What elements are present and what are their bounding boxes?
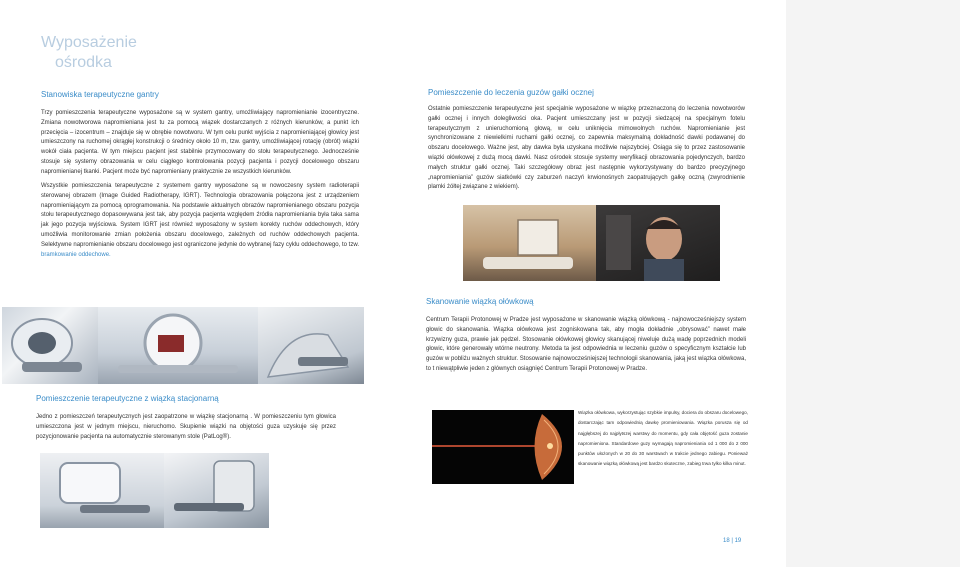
eye-room-photo xyxy=(463,205,596,281)
stationary-room-photo-1 xyxy=(40,453,164,528)
stationary-room-photo-2 xyxy=(164,453,269,528)
eye-treatment-heading: Pomieszczenie do leczenia guzów gałki ocznej xyxy=(428,88,594,97)
gantry-room-photo-2 xyxy=(98,307,258,384)
pencil-beam-photo xyxy=(432,410,574,484)
pencil-beam-heading: Skanowanie wiązką ołówkową xyxy=(426,297,534,306)
page-title-line2: ośrodka xyxy=(55,54,112,71)
gantry-room-photo-1 xyxy=(2,307,98,384)
page-title-line1: Wyposażenie xyxy=(41,34,137,51)
gantry-paragraph-2: Wszystkie pomieszczenia terapeutyczne z systemem gantry wyposażone są w nowoczesny system radioterapii sterowanej obrazem (Image Guided Radiotherapy, IGRT). Technologia obrazowania połączona jest z urządzeniem napromieniającym za pomocą oprogramowania. Na podstawie aktualnych obrazów napromienianego obszaru pozycja stołu terapeutycznego dopasowywana jest tak, aby pozycja pacjenta względem źródła napromieniania była taka sama jak jego pozycja wyjściowa. System IGRT jest również wyposażony w system korekty ruchów oddechowych, który umożliwia monitorowanie zmian położenia obszaru docelowego, zależnych od ruchów oddechowych pacjenta. Selektywne napromienianie obszaru docelowego jest ograniczone jedynie do wybranej fazy cyklu oddechowego, to tzw. bramkowanie oddechowe. xyxy=(41,183,359,258)
stationary-beam-paragraph: Jedno z pomieszczeń terapeutycznych jest zaopatrzone w wiązkę stacjonarną . W pomieszczeniu tym głowica umieszczona jest w jednym miejscu, nieruchomo. Skupienie wiązki na objętości guza uzyskuje się przez pozycjonowanie pacjenta na automatycznie sterowanym stole (PatLog®). xyxy=(36,414,336,440)
stationary-beam-heading: Pomieszczenie terapeutyczne z wiązką stacjonarną xyxy=(36,394,219,403)
respiratory-gating-link[interactable]: bramkowanie oddechowe. xyxy=(41,251,111,258)
eye-patient-photo xyxy=(596,205,720,281)
page-gutter xyxy=(786,0,960,567)
pencil-beam-paragraph: Centrum Terapii Protonowej w Pradze jest wyposażone w skanowanie wiązką ołówkową - najnowocześniejszy system głowic do skanowania. Wiązka ołówkowa jest zogniskowana tak, aby mogła dokładnie „obrysować” nawet małe krzywizny guza, prawie jak pędzel. Stosowanie ołówkowej głowicy skanującej niweluje dużą wadę poprzednich modeli głowic, które generowały wtórne neutrony. Metoda ta jest odpowiednia w leczeniu guzów o specyficznym kształcie lub guzów w pobliżu ważnych struktur. Stosowanie najnowocześniejszej technologii skanowania, jaką jest wiązka ołówkowa, to t niewątpliwie jeden z głównych osiągnięć Centrum Terapii Protonowej w Pradze. xyxy=(426,317,746,372)
pencil-beam-caption: Wiązka ołówkowa, wykorzystując szybkie impulsy, dociera do obszaru docelowego, dostarczając tam odpowiednią dawkę promieniowania. Wiązka porusza się od najgłębszej do najpłytszej warstwy do momentu, gdy cała objętość guza zostanie napromieniona. Standardowe guzy wymagają napromieniania od 1 000 do 2 000 punktów ułożonych w 20 do 30 warstwach w trakcie jednego zabiegu. Ponieważ skanowanie wiązką ołówkową jest bardzo skuteczne, zabieg trwa tylko kilka minut. xyxy=(578,410,748,467)
eye-treatment-paragraph: Ostatnie pomieszczenie terapeutyczne jest specjalnie wyposażone w wiązkę przeznaczoną do leczenia nowotworów gałki ocznej i innych dolegliwości oka. Pacjent umieszczany jest w pozycji siedzącej na specjalnym fotelu terapeutycznym z unieruchomioną głową, w celu uniknięcia mimowolnych ruchów. Napromienianie jest synchronizowane z niewielkimi ruchami gałki ocznej, co zapewnia maksymalną dokładność dawki podawanej do obszaru docelowego. Ważne jest, aby dawka była uzyskana możliwie najszybciej. Osiąga się to przez zastosowanie wiązki ołówkowej z dużą mocą dawki. Nasz ośrodek stosuje systemy weryfikacji obrazowania pojedynczych, bardzo małych struktur gałki ocznej. Taki szczegółowy obraz jest następnie wykorzystywany do bardzo precyzyjnego „napromieniania” guzów siatkówki czy zaburzeń naczyń krwionośnych zaopatrujących gałkę oczną (zwyrodnienie plamki żółtej związane z wiekiem). xyxy=(428,106,745,191)
gantry-paragraph-1: Trzy pomieszczenia terapeutyczne wyposażone są w system gantry, umożliwiający napromienianie izocentryczne. Zmiana nowotworowa napromieniana jest tu za pomocą wiązek dostarczanych z różnych kierunków, a punkt ich przecięcia – izocentrum – znajduje się w obrębie nowotworu. W tym celu punkt wyjścia z napromieniającej głowicy jest umieszczony na ruchomej okrągłej konstrukcji o średnicy około 10 m, tzw. gantry, umożliwiającej rotację (obrót) wiązki wokół ciała pacjenta. W tym miejscu pacjent jest stabilnie przymocowany do stołu terapeutycznego. Jednocześnie stosuje się systemy obrazowania w celu ciągłego kontrolowania pozycji pacjenta i pozycji docelowego obszaru napromienianej tkanki. Pacjent może być napromieniany praktycznie ze wszystkich kierunków. xyxy=(41,110,359,175)
gantry-heading: Stanowiska terapeutyczne gantry xyxy=(41,90,159,99)
page-numbers: 18 | 19 xyxy=(723,538,742,544)
gantry-room-photo-3 xyxy=(258,307,364,384)
